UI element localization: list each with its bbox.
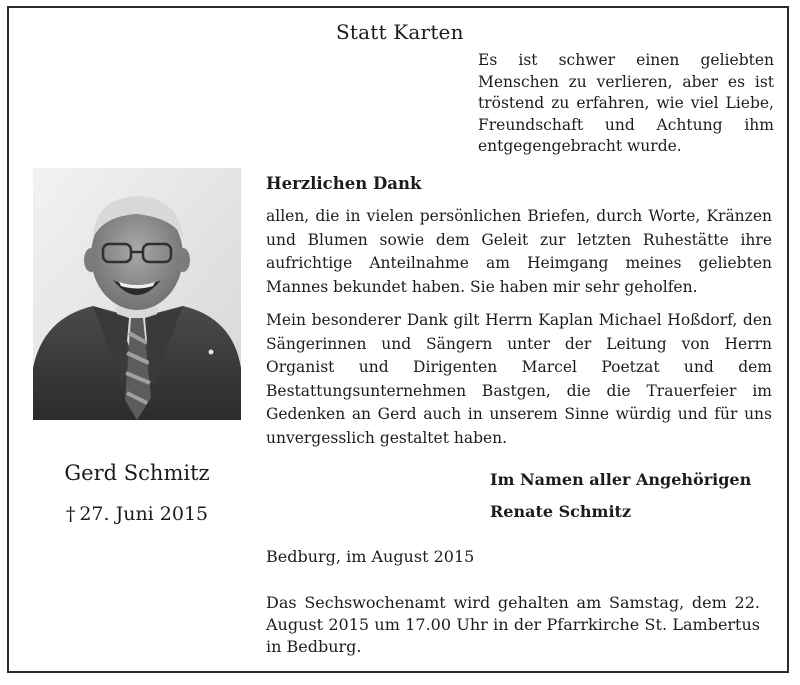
deceased-name: Gerd Schmitz — [64, 461, 210, 485]
thanks-paragraph-1: allen, die in vielen persönlichen Briefen, durch Worte, Kränzen und Blumen sowie dem Geleit zur letzten Ruhestätte ihre aufrichtige Anteilnahme am Heimgang meines geliebten Mannes bekundet haben. Sie haben mir sehr geholfen. — [266, 207, 772, 296]
thanks-heading: Herzlichen Dank — [266, 174, 422, 193]
signature-on-behalf: Im Namen aller Angehörigen — [490, 470, 752, 489]
date-of-death — [33, 503, 241, 525]
death-date-text: 27. Juni 2015 — [79, 503, 209, 525]
notice-title: Statt Karten — [336, 20, 464, 44]
mass-announcement: Das Sechswochenamt wird gehalten am Samstag, dem 22. August 2015 um 17.00 Uhr in der Pfarrkirche St. Lambertus in Bedburg. — [266, 593, 760, 656]
memorial-quote: Es ist schwer einen geliebten Menschen zu verlieren, aber es ist tröstend zu erfahren, wie viel Liebe, Freundschaft und Achtung ihm entgegengebracht wurde. — [478, 51, 774, 155]
cross-icon: † — [65, 503, 76, 525]
signature-name: Renate Schmitz — [490, 502, 632, 521]
place-date: Bedburg, im August 2015 — [266, 547, 475, 566]
thanks-paragraph-2: Mein besonderer Dank gilt Herrn Kaplan Michael Hoßdorf, den Sängerinnen und Sängern unter der Leitung von Herrn Organist und Dirigenten Marcel Poetzat und dem Bestattungsunternehmen Bastgen, die die Trauerfeier im Gedenken an Gerd auch in unserem Sinne würdig und für uns unvergesslich gestaltet haben. — [266, 311, 772, 447]
portrait-photo — [33, 168, 241, 420]
